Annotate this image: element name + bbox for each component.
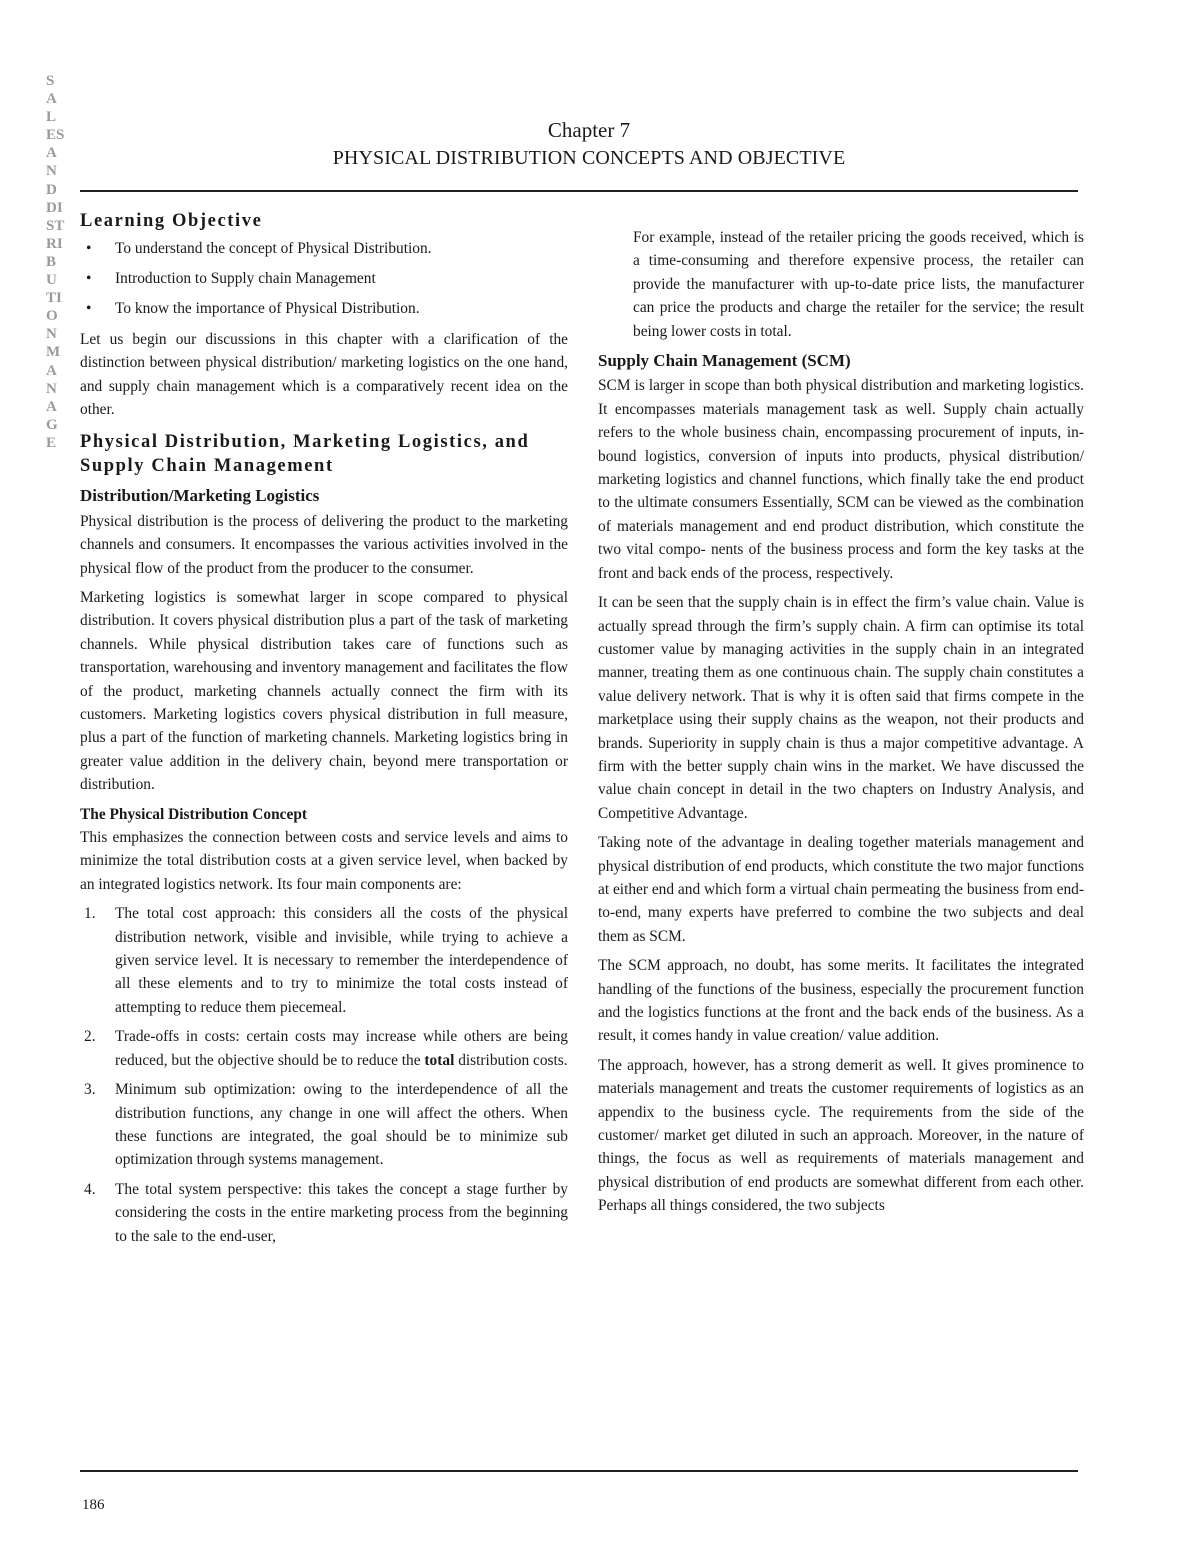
side-letter: D <box>46 181 57 198</box>
list-item: • To know the importance of Physical Distribution. <box>80 297 568 320</box>
side-letter: N <box>46 326 57 343</box>
list-item: 3. Minimum sub optimization: owing to the interdependence of all the distribution functions, any change in one will affect the others. When these functions are integrated, the goal should be to minimize sub optimization through systems management. <box>84 1081 568 1169</box>
side-letter: E <box>46 434 57 451</box>
side-letter: ES <box>46 127 65 144</box>
example-paragraph: For example, instead of the retailer pricing the goods received, which is a time-consuming and therefore expensive process, the retailer can provide the manufacturer with up-to-date price lists, the manufacturer can price the products and charge the retailer for the service; the result being lower costs in total. <box>633 229 1084 340</box>
paragraph: The approach, however, has a strong demerit as well. It gives prominence to materials management and treats the customer requirements of logistics as an appendix to the business cycle. The requirements from the side of the customer/ market get diluted in such an approach. Moreover, in the nature of things, the focus as well as requirements of materials management and physical distribution of end products are somewhat different from each other. Perhaps all things considered, the two subjects <box>598 1056 1084 1215</box>
list-item: • Introduction to Supply chain Management <box>80 267 568 290</box>
paragraph: The SCM approach, no doubt, has some merits. It facilitates the integrated handling of the functions of the business, especially the procurement function and the logistics functions at the front and the back ends of the business. As a result, it comes handy in value creation/ value addition. <box>598 957 1084 1045</box>
side-letter: N <box>46 380 57 397</box>
list-item: 4. The total system perspective: this takes the concept a stage further by considering the costs in the entire marketing process from the beginning to the sale to the end-user, <box>84 1180 568 1245</box>
side-letter: O <box>46 308 58 325</box>
section-heading: Physical Distribution, Marketing Logistics, and Supply Chain Management <box>80 432 530 476</box>
left-column <box>80 210 568 1254</box>
side-letter: S <box>46 73 55 89</box>
paragraph: This emphasizes the connection between costs and service levels and aims to minimize the total distribution costs at a given service level, when backed by an integrated logistics network. Its four main components are: <box>80 829 568 893</box>
side-vertical-title <box>46 72 76 452</box>
side-letter: ST <box>46 217 65 234</box>
emphasis-text: total <box>424 1051 455 1069</box>
side-letter: A <box>46 145 57 162</box>
paragraph: It can be seen that the supply chain is in effect the firm’s value chain. Value is actually spread through the firm’s supply chain. A firm can optimise its total customer value by managing activities in the supply chain in an integrated manner, treating them as one continuous chain. The supply chain constitutes a value delivery network. That is why it is often said that firms compete in the marketplace using their supply chains as the weapon, not their products and brands. Superiority in supply chain is thus a major competitive advantage. A firm with the better supply chain wins in the market. We have discussed the value chain concept in detail in the two chapters on Industry Analysis, and Competitive Advantage. <box>598 594 1084 822</box>
side-letter: B <box>46 253 57 270</box>
side-letter: RI <box>46 235 63 252</box>
paragraph: SCM is larger in scope than both physical distribution and marketing logistics. It encompasses materials management task as well. Supply chain actually refers to the whole business chain, encompassing procurement of inputs, in-bound logistics, conversion of inputs into products, physical distribution/ marketing logistics and channel functions, which finally take the end product to the ultimate consumers Essentially, SCM can be viewed as the combination of materials management and end product distribution, which constitute the two vital compo- nents of the business process and form the key tasks at the front and back ends of the process, respectively. <box>598 377 1084 582</box>
page-number: 186 <box>82 1497 105 1513</box>
right-column <box>598 226 1084 1224</box>
side-letter: L <box>46 109 57 126</box>
side-letter: U <box>46 272 57 289</box>
list-item: • To understand the concept of Physical Distribution. <box>80 237 568 260</box>
chapter-title: PHYSICAL DISTRIBUTION CONCEPTS AND OBJECTIVE <box>332 147 846 169</box>
list-item: 2. Trade-offs in costs: certain costs may increase while others are being reduced, but the objective should be to reduce the total distribution costs. <box>84 1028 568 1069</box>
components-list <box>80 902 568 1248</box>
bullet-icon: • <box>86 300 92 318</box>
intro-paragraph: Let us begin our discussions in this chapter with a clarification of the distinction between physical distribution/ marketing logistics on the one hand, and supply chain management which is a comparatively recent idea on the other. <box>80 330 568 418</box>
bottom-rule <box>80 1470 1078 1472</box>
side-letter: DI <box>46 199 63 216</box>
top-rule <box>80 190 1078 192</box>
paragraph: Physical distribution is the process of delivering the product to the marketing channels and consumers. It encompasses the various activities involved in the physical flow of the product from the producer to the consumer. <box>80 512 568 577</box>
objectives-list <box>80 237 568 321</box>
bullet-icon: • <box>86 269 92 287</box>
chapter-number: Chapter 7 <box>547 118 631 142</box>
side-letter: A <box>46 362 57 379</box>
paragraph: Marketing logistics is somewhat larger in scope compared to physical distribution. It covers physical distribution plus a part of the task of marketing channels. While physical distribution takes care of functions such as transportation, warehousing and inventory management and facilitates the flow of the product, marketing channels actually connect the firm with its customers. Marketing logistics covers physical distribution in full measure, plus a part of the function of marketing channels. Marketing logistics bring in greater value addition in the delivery chain, beyond mere transportation or distribution. <box>80 588 568 794</box>
paragraph: Taking note of the advantage in dealing together materials management and physical distribution of end products, which constitute the two major functions at either end and which form a virtual chain permeating the business from end-to-end, many experts have preferred to combine the two subjects and deal them as SCM. <box>598 834 1084 945</box>
side-letter: TI <box>46 290 62 307</box>
scm-heading: Supply Chain Management (SCM) <box>598 351 851 371</box>
learning-objective-heading: Learning Objective <box>80 211 263 231</box>
subsection-heading: Distribution/Marketing Logistics <box>80 486 320 506</box>
concept-heading: The Physical Distribution Concept <box>80 805 308 823</box>
chapter-header <box>80 116 1098 172</box>
side-letter: A <box>46 398 57 415</box>
bullet-icon: • <box>86 239 92 257</box>
side-letter: G <box>46 416 58 433</box>
side-letter: A <box>46 91 57 108</box>
side-letter: M <box>46 344 61 361</box>
list-item: 1. The total cost approach: this considers all the costs of the physical distribution network, visible and invisible, while trying to achieve a given service level. It is necessary to remember the interdependence of all these elements and to try to minimize the total costs instead of attempting to reduce them piecemeal. <box>84 905 568 1016</box>
side-letter: N <box>46 163 57 180</box>
